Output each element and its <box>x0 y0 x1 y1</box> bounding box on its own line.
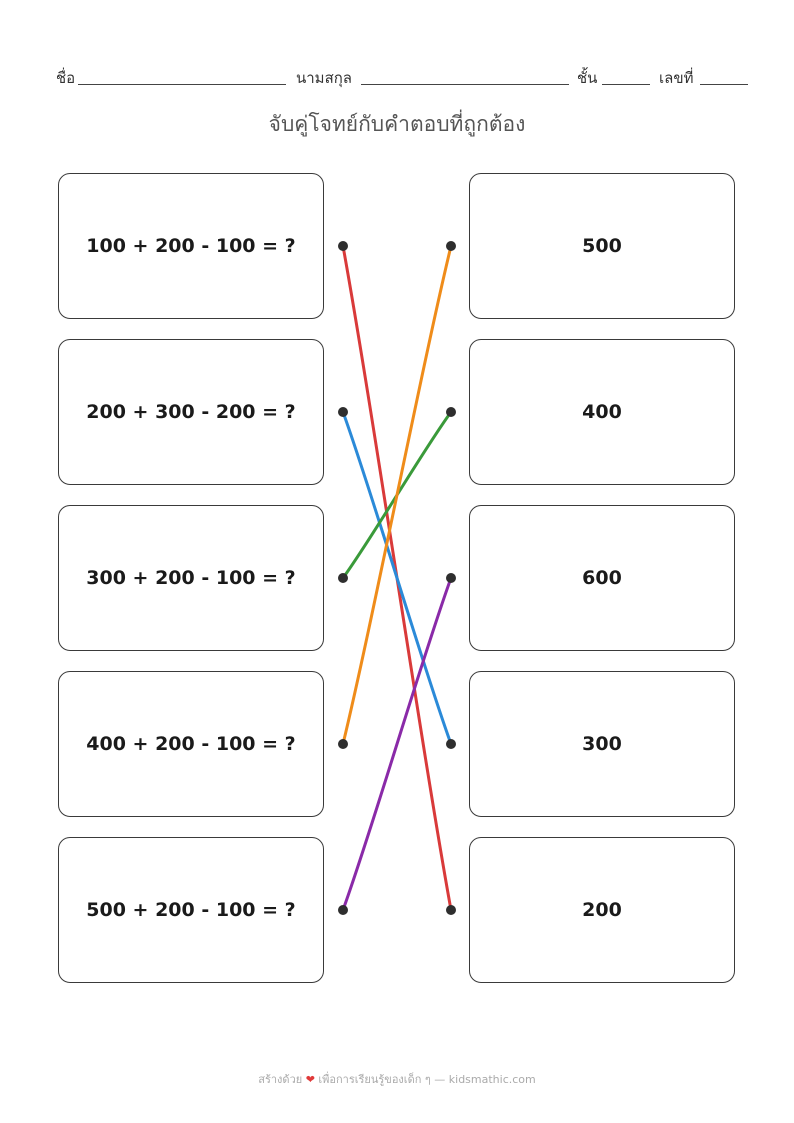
question-dot[interactable] <box>338 573 348 583</box>
question-dot[interactable] <box>338 407 348 417</box>
match-line <box>343 246 451 910</box>
number-label: เลขที่ <box>659 69 694 87</box>
answer-card: 500 <box>469 173 735 319</box>
answer-card: 600 <box>469 505 735 651</box>
footer-made-with: สร้างด้วย <box>258 1073 303 1086</box>
match-line <box>343 412 451 578</box>
question-card: 400 + 200 - 100 = ? <box>58 671 324 817</box>
name-label: ชื่อ <box>56 69 76 87</box>
answer-dot[interactable] <box>446 739 456 749</box>
question-dot[interactable] <box>338 241 348 251</box>
name-field[interactable] <box>78 84 286 85</box>
student-info-header <box>56 64 748 88</box>
match-line <box>343 412 451 744</box>
answer-card: 300 <box>469 671 735 817</box>
answer-dot[interactable] <box>446 905 456 915</box>
class-field[interactable] <box>602 84 650 85</box>
question-card: 500 + 200 - 100 = ? <box>58 837 324 983</box>
heart-icon: ❤ <box>305 1073 315 1086</box>
surname-field[interactable] <box>361 84 569 85</box>
class-label: ชั้น <box>577 69 598 87</box>
question-card: 200 + 300 - 200 = ? <box>58 339 324 485</box>
question-dot[interactable] <box>338 905 348 915</box>
answer-dot[interactable] <box>446 241 456 251</box>
question-dot[interactable] <box>338 739 348 749</box>
number-field[interactable] <box>700 84 748 85</box>
question-card: 300 + 200 - 100 = ? <box>58 505 324 651</box>
question-card: 100 + 200 - 100 = ? <box>58 173 324 319</box>
answer-card: 400 <box>469 339 735 485</box>
match-line <box>343 578 451 910</box>
footer <box>0 1070 794 1088</box>
answer-dot[interactable] <box>446 573 456 583</box>
match-line <box>343 246 451 744</box>
answer-dot[interactable] <box>446 407 456 417</box>
footer-tagline: เพื่อการเรียนรู้ของเด็ก ๆ — kidsmathic.com <box>318 1073 536 1086</box>
surname-label: นามสกุล <box>296 69 352 87</box>
answer-card: 200 <box>469 837 735 983</box>
worksheet-title: จับคู่โจทย์กับคำตอบที่ถูกต้อง <box>268 112 526 136</box>
